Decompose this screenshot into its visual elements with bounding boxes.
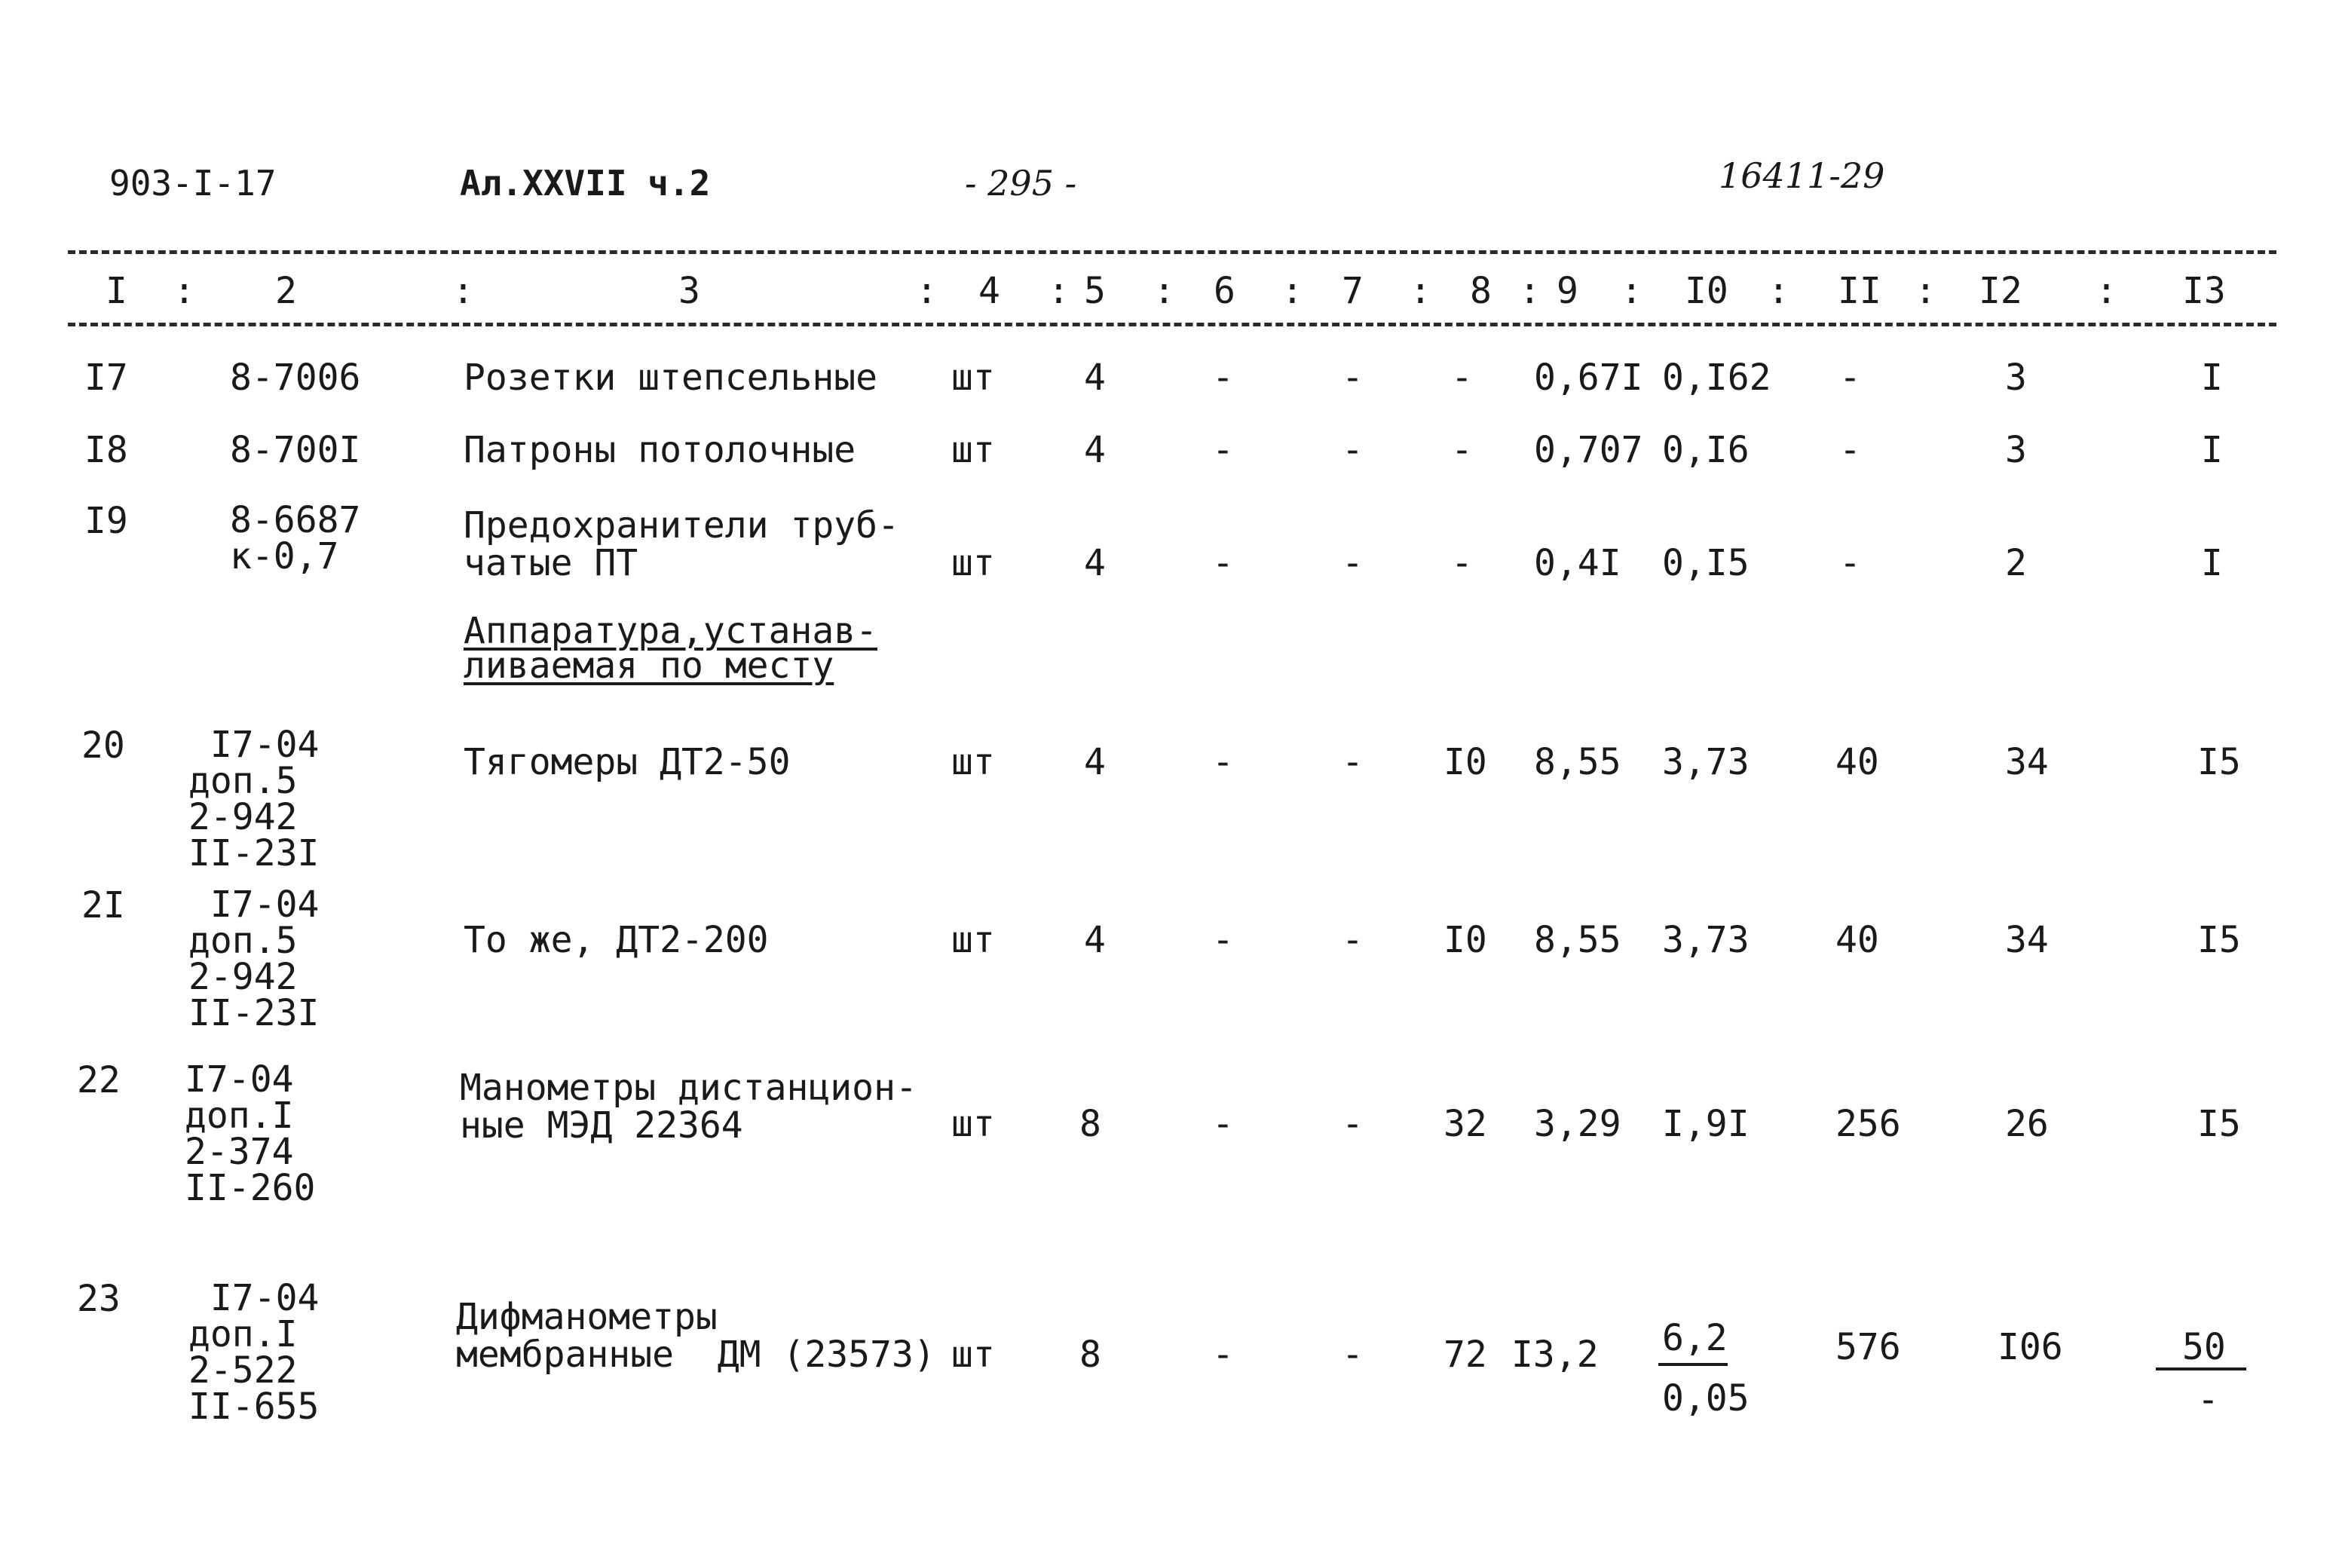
col-header-2: 2	[275, 270, 297, 312]
cell-c9: 0,67I	[1534, 357, 1643, 399]
col-separator: :	[2096, 270, 2117, 312]
cell-c10: 3,73	[1662, 919, 1750, 961]
cell-c9: I3,2	[1511, 1334, 1599, 1376]
header-top-rule	[68, 250, 2276, 254]
cell-c10: 0,I5	[1662, 542, 1750, 584]
cell-c8: I0	[1443, 919, 1487, 961]
cell-c5: 4	[1084, 542, 1106, 584]
cell-name: То же, ДТ2-200	[464, 919, 769, 961]
col-separator: :	[1621, 270, 1642, 312]
col-header-6: 6	[1214, 270, 1235, 312]
cell-c11: -	[1839, 542, 1861, 584]
cell-c11: 256	[1835, 1103, 1901, 1145]
col-header-11: II	[1838, 270, 1881, 312]
cell-c13-numerator: 50	[2182, 1326, 2226, 1368]
col-header-4: 4	[978, 270, 1000, 312]
cell-name: Розетки штепсельные	[464, 357, 878, 399]
cell-c10: 0,I6	[1662, 429, 1750, 471]
cell-c8: -	[1451, 429, 1473, 471]
cell-unit: шт	[951, 542, 995, 584]
cell-n: 20	[81, 724, 125, 767]
cell-c5: 4	[1084, 429, 1106, 471]
cell-n: I9	[84, 500, 128, 542]
col-separator: :	[916, 270, 938, 312]
cell-c8: 32	[1443, 1103, 1487, 1145]
cell-c13: I	[2201, 357, 2223, 399]
cell-c9: 0,4I	[1534, 542, 1621, 584]
cell-c6: -	[1212, 1334, 1234, 1376]
col-header-10: I0	[1685, 270, 1728, 312]
col-separator: :	[173, 270, 195, 312]
cell-code: 8-7006	[230, 357, 361, 399]
cell-code: I7-04 доп.I 2-522 II-655	[188, 1277, 320, 1428]
cell-c13: I	[2201, 429, 2223, 471]
col-separator: :	[1410, 270, 1431, 312]
cell-c9: 3,29	[1534, 1103, 1621, 1145]
cell-unit: шт	[951, 1103, 995, 1145]
cell-c12: 2	[2005, 542, 2027, 584]
fraction-line	[1658, 1363, 1728, 1366]
cell-c10: I,9I	[1662, 1103, 1750, 1145]
cell-c11: 40	[1835, 741, 1879, 783]
cell-c12: 34	[2005, 919, 2049, 961]
cell-c12: 26	[2005, 1103, 2049, 1145]
page-number: - 295 -	[965, 163, 1077, 204]
cell-c5: 8	[1079, 1103, 1101, 1145]
cell-c13-denominator: -	[2197, 1379, 2219, 1421]
cell-name: Предохранители труб- чатые ПТ	[464, 504, 899, 584]
cell-c7: -	[1342, 542, 1364, 584]
fraction-line	[2156, 1367, 2246, 1370]
cell-c12: 3	[2005, 357, 2027, 399]
cell-n: 23	[77, 1278, 121, 1320]
header-bottom-rule	[68, 323, 2276, 326]
cell-unit: шт	[951, 741, 995, 783]
cell-n: I8	[84, 429, 128, 471]
cell-c13: I5	[2197, 741, 2241, 783]
inventory-number: 16411-29	[1719, 155, 1885, 196]
cell-c11: 576	[1835, 1326, 1901, 1368]
cell-c10: 0,I62	[1662, 357, 1771, 399]
cell-c11: 40	[1835, 919, 1879, 961]
cell-c8: -	[1451, 357, 1473, 399]
album-ref: Ал.XXVII ч.2	[460, 163, 711, 204]
cell-c13: I5	[2197, 919, 2241, 961]
cell-c7: -	[1342, 919, 1364, 961]
col-separator: :	[1915, 270, 1936, 312]
col-header-12: I2	[1979, 270, 2022, 312]
col-separator: :	[1048, 270, 1070, 312]
cell-n: 2I	[81, 884, 125, 926]
cell-c10-denominator: 0,05	[1662, 1377, 1750, 1419]
cell-code: 8-6687 к-0,7	[230, 499, 361, 577]
cell-c12: 34	[2005, 741, 2049, 783]
section-heading: Аппаратура,устанав- ливаемая по месту	[464, 610, 878, 687]
cell-name: Тягомеры ДТ2-50	[464, 741, 791, 783]
cell-unit: шт	[951, 1334, 995, 1376]
col-separator: :	[1768, 270, 1789, 312]
cell-c5: 4	[1084, 919, 1106, 961]
cell-name: Дифманометры мембранные ДМ (23573)	[456, 1296, 935, 1376]
cell-n: 22	[77, 1059, 121, 1101]
cell-c7: -	[1342, 429, 1364, 471]
cell-c6: -	[1212, 429, 1234, 471]
col-header-13: I3	[2182, 270, 2226, 312]
cell-c11: -	[1839, 357, 1861, 399]
cell-unit: шт	[951, 429, 995, 471]
col-separator: :	[1281, 270, 1303, 312]
cell-c11: -	[1839, 429, 1861, 471]
cell-unit: шт	[951, 919, 995, 961]
col-header-9: 9	[1557, 270, 1578, 312]
cell-c5: 8	[1079, 1334, 1101, 1376]
cell-code: I7-04 доп.5 2-942 II-23I	[188, 724, 320, 874]
cell-c9: 8,55	[1534, 741, 1621, 783]
cell-c8: 72	[1443, 1334, 1487, 1376]
cell-unit: шт	[951, 357, 995, 399]
cell-c8: -	[1451, 542, 1473, 584]
cell-name: Патроны потолочные	[464, 429, 856, 471]
cell-c13: I	[2201, 542, 2223, 584]
cell-c7: -	[1342, 357, 1364, 399]
col-separator: :	[452, 270, 474, 312]
cell-c6: -	[1212, 741, 1234, 783]
cell-code: I7-04 доп.5 2-942 II-23I	[188, 884, 320, 1034]
col-separator: :	[1153, 270, 1175, 312]
cell-code: 8-700I	[230, 429, 361, 471]
doc-code: 903-I-17	[109, 163, 277, 204]
cell-c7: -	[1342, 741, 1364, 783]
cell-c9: 0,707	[1534, 429, 1643, 471]
cell-c8: I0	[1443, 741, 1487, 783]
col-separator: :	[1519, 270, 1541, 312]
cell-c7: -	[1342, 1103, 1364, 1145]
col-header-8: 8	[1470, 270, 1492, 312]
cell-c12: 3	[2005, 429, 2027, 471]
cell-c9: 8,55	[1534, 919, 1621, 961]
cell-c12: I06	[1998, 1326, 2063, 1368]
cell-c10-numerator: 6,2	[1662, 1317, 1728, 1359]
cell-c6: -	[1212, 919, 1234, 961]
cell-c5: 4	[1084, 357, 1106, 399]
cell-c7: -	[1342, 1334, 1364, 1376]
col-header-7: 7	[1342, 270, 1364, 312]
cell-c6: -	[1212, 357, 1234, 399]
cell-c10: 3,73	[1662, 741, 1750, 783]
cell-c5: 4	[1084, 741, 1106, 783]
cell-name: Манометры дистанцион- ные МЭД 22364	[460, 1067, 917, 1147]
col-header-5: 5	[1084, 270, 1106, 312]
cell-c6: -	[1212, 1103, 1234, 1145]
col-header-3: 3	[678, 270, 700, 312]
cell-c6: -	[1212, 542, 1234, 584]
cell-c13: I5	[2197, 1103, 2241, 1145]
col-header-1: I	[106, 270, 127, 312]
cell-n: I7	[84, 357, 128, 399]
cell-code: I7-04 доп.I 2-374 II-260	[185, 1058, 316, 1209]
